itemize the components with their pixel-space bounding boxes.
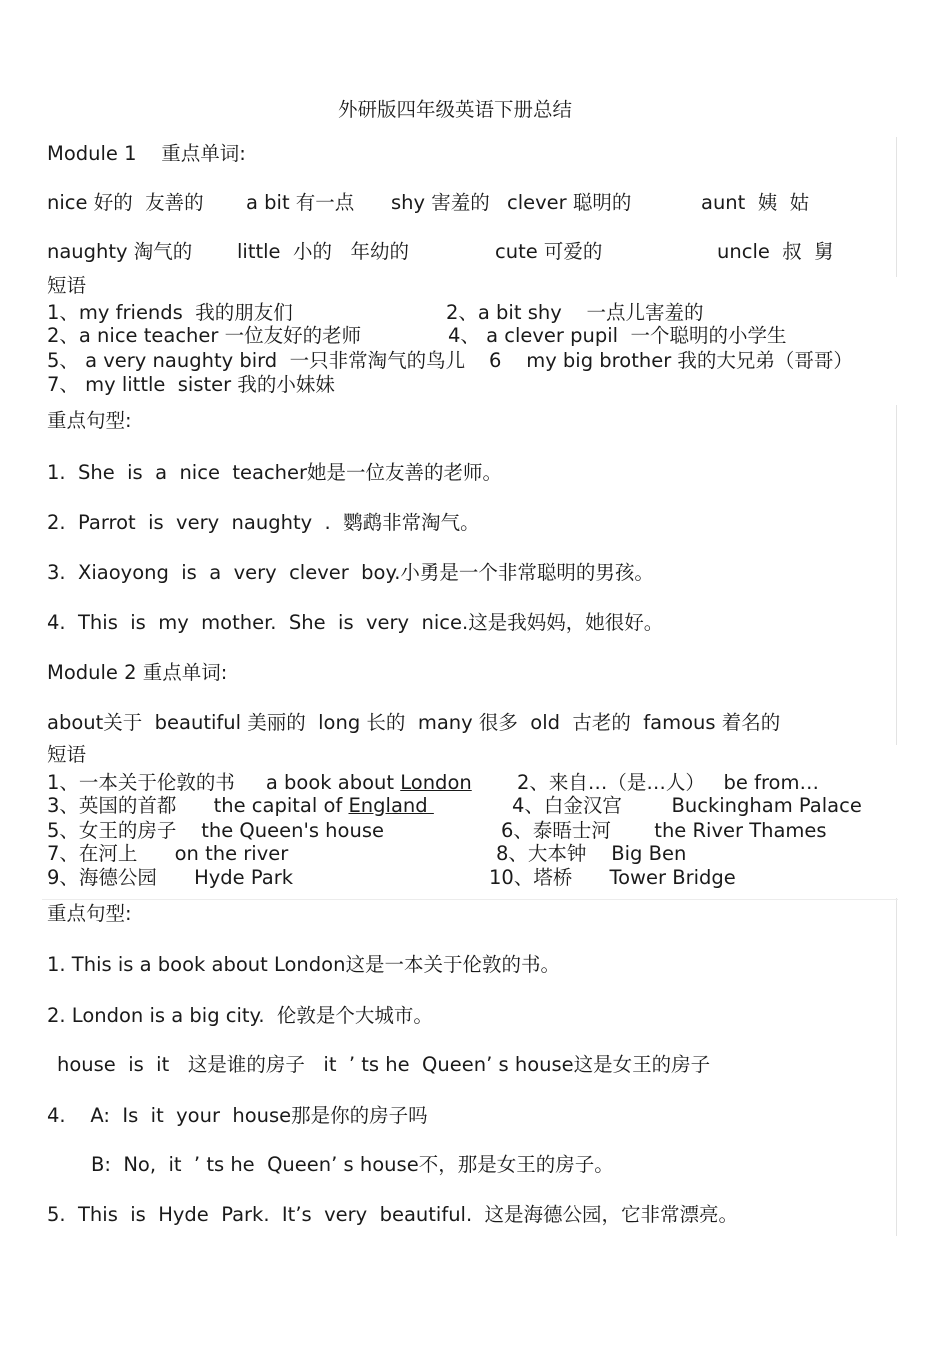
page-border-line — [896, 137, 897, 277]
module-2-sentences-heading: 重点句型: — [47, 902, 132, 925]
module-2-sentence: 4. A: Is it your house那是你的房子吗 — [47, 1104, 428, 1127]
phrase-text: 3、英国的首都 the capital of — [47, 794, 349, 817]
module-1-phrase: 7、 my little sister 我的小妹妹 — [47, 373, 335, 396]
module-2-phrase: 7、在河上 on the river — [47, 842, 289, 865]
module-1-phrase: 6 my big brother 我的大兄弟（哥哥） — [489, 349, 853, 372]
module-2-phrase: 2、来自…（是…人） be from… — [517, 771, 819, 794]
module-1-word: little 小的 年幼的 — [237, 240, 410, 263]
underlined-word: London — [400, 771, 472, 794]
module-1-word: shy 害羞的 — [391, 191, 490, 214]
module-1-phrase: 1、my friends 我的朋友们 — [47, 301, 293, 324]
module-2-phrases-heading: 短语 — [47, 743, 87, 766]
module-1-word: clever 聪明的 — [507, 191, 632, 214]
module-2-phrase: 4、白金汉宫 Buckingham Palace — [512, 794, 862, 817]
module-1-word: a bit 有一点 — [246, 191, 355, 214]
module-2-sentence: 2. London is a big city. 伦敦是个大城市。 — [47, 1004, 433, 1027]
module-2-heading: Module 2 重点单词: — [47, 661, 228, 684]
module-1-phrase: 5、 a very naughty bird 一只非常淘气的鸟儿 — [47, 349, 466, 372]
module-2-words: about关于 beautiful 美丽的 long 长的 many 很多 old 古老的 famous 着名的 — [47, 711, 781, 734]
module-2-phrase: 8、大本钟 Big Ben — [496, 842, 687, 865]
phrase-text: 1、一本关于伦敦的书 a book about — [47, 771, 401, 794]
module-2-phrase — [47, 773, 472, 793]
module-2-phrase: 5、女王的房子 the Queen's house — [47, 819, 384, 842]
module-2-phrase — [47, 796, 434, 816]
module-1-word: aunt 姨 姑 — [701, 191, 810, 214]
module-1-word: cute 可爱的 — [495, 240, 603, 263]
module-2-phrase: 9、海德公园 Hyde Park — [47, 866, 294, 889]
page-border-line — [896, 405, 897, 745]
module-1-heading: Module 1 重点单词: — [47, 142, 246, 165]
module-1-word: naughty 淘气的 — [47, 240, 193, 263]
module-1-word: nice 好的 友善的 — [47, 191, 204, 214]
module-1-sentence: 2. Parrot is very naughty . 鹦鹉非常淘气。 — [47, 511, 480, 534]
module-1-sentences-heading: 重点句型: — [47, 409, 132, 432]
module-1-phrases-heading: 短语 — [47, 274, 87, 297]
module-2-phrase: 6、泰晤士河 the River Thames — [501, 819, 827, 842]
section-divider — [42, 899, 898, 900]
page-title: 外研版四年级英语下册总结 — [338, 98, 573, 121]
module-1-phrase: 2、a nice teacher 一位友好的老师 — [47, 324, 362, 347]
module-2-phrase: 10、塔桥 Tower Bridge — [489, 866, 736, 889]
module-2-sentence: 1. This is a book about London这是一本关于伦敦的书。 — [47, 953, 560, 976]
module-2-sentence: B: No, it ’ ts he Queen’ s house不，那是女王的房子。 — [91, 1153, 614, 1176]
module-2-sentence: house is it 这是谁的房子 it ’ ts he Queen’ s house这是女王的房子 — [57, 1053, 711, 1076]
module-1-word: uncle 叔 舅 — [717, 240, 834, 263]
module-1-sentence: 1. She is a nice teacher她是一位友善的老师。 — [47, 461, 503, 484]
module-1-phrase: 2、a bit shy 一点儿害羞的 — [446, 301, 704, 324]
module-1-phrase: 4、 a clever pupil 一个聪明的小学生 — [448, 324, 787, 347]
underlined-word: England — [348, 794, 434, 817]
page-border-line — [896, 898, 897, 1236]
module-2-sentence: 5. This is Hyde Park. It’s very beautiful. 这是海德公园，它非常漂亮。 — [47, 1203, 739, 1226]
module-1-sentence: 3. Xiaoyong is a very clever boy.小勇是一个非常聪明的男孩。 — [47, 561, 654, 584]
module-1-sentence: 4. This is my mother. She is very nice.这是我妈妈，她很好。 — [47, 611, 664, 634]
